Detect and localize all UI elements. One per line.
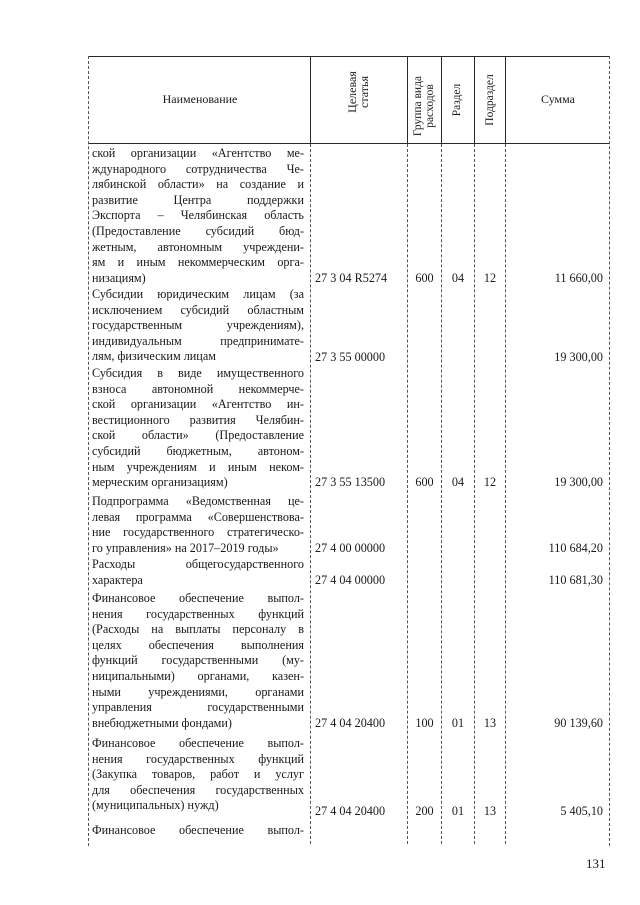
row-group: 200 (415, 804, 434, 818)
row-section: 01 (451, 716, 465, 730)
row-section: 04 (451, 271, 465, 285)
header-section: Раздел (451, 83, 463, 117)
row-name: Подпрограмма «Ведомственная це- левая программа «Совершенствова- ние государственного стратегическо- го управления» на 2017–2019 годы» (92, 494, 304, 555)
row-sum: 110 681,30 (548, 573, 603, 587)
row-target: 27 4 04 20400 (315, 716, 386, 730)
header-expense-group: Группа вида расходов (412, 75, 436, 137)
col-divider-3 (441, 56, 442, 144)
header-bottom-border (88, 143, 610, 144)
row-subsection: 13 (483, 716, 497, 730)
col-rule-5 (505, 144, 506, 844)
col-divider-2 (407, 56, 408, 144)
row-section: 04 (451, 475, 465, 489)
header-subsection: Подраздел (484, 74, 496, 126)
row-target: 27 4 00 00000 (315, 541, 386, 555)
row-name: Финансовое обеспечение выпол- нения государственных функций (Закупка товаров, работ и услуг для обеспечения государственных (муниципальных) нужд) (92, 736, 304, 813)
col-divider-1 (310, 56, 311, 144)
row-name: Субсидия в виде имущественного взноса автономной некоммерче- ской организации «Агентство ин- вестиционного развития Челябин- ской области» (Предоставление субсидий бюджетным, автоном- ным учреждениям и иным неком- мерческим организациям) (92, 366, 304, 490)
table-top-border (88, 56, 610, 57)
row-target: 27 3 55 13500 (315, 475, 386, 489)
row-group: 600 (415, 271, 434, 285)
row-sum: 110 684,20 (548, 541, 603, 555)
col-divider-5 (505, 56, 506, 144)
col-rule-1 (310, 144, 311, 844)
row-name: Расходы общегосударственного характера (92, 557, 304, 587)
col-rule-2 (407, 144, 408, 844)
header-target-article: Целевая статья (345, 71, 371, 113)
row-subsection: 13 (483, 804, 497, 818)
row-target: 27 4 04 00000 (315, 573, 386, 587)
row-group: 600 (415, 475, 434, 489)
row-target: 27 3 55 00000 (315, 350, 386, 364)
row-section: 01 (451, 804, 465, 818)
col-rule-left (88, 56, 89, 846)
col-rule-right (609, 56, 610, 846)
row-sum: 19 300,00 (554, 350, 603, 364)
row-target: 27 3 04 R5274 (315, 271, 388, 285)
col-rule-3 (441, 144, 442, 844)
header-name: Наименование (162, 92, 238, 106)
row-subsection: 12 (483, 271, 497, 285)
row-name: ской организации «Агентство ме- ждународного сотрудничества Че- лябинской области» на создание и развитие Центра поддержки Экспорта – Челябинская область (Предоставление субсидий бюд- жетным, автономным учреждени- ям и иным некоммерческим орга- низациям) (92, 146, 304, 285)
header-sum: Сумма (541, 92, 575, 106)
row-group: 100 (415, 716, 434, 730)
row-target: 27 4 04 20400 (315, 804, 386, 818)
page-number: 131 (586, 856, 606, 871)
row-sum: 5 405,10 (560, 804, 603, 818)
row-sum: 11 660,00 (554, 271, 603, 285)
row-sum: 90 139,60 (554, 716, 603, 730)
row-name: Финансовое обеспечение выпол- (92, 823, 304, 837)
row-name: Субсидии юридическим лицам (за исключением субсидий областным государственным учреждениям), индивидуальным предпринимате- лям, физическим лицам (92, 287, 304, 364)
row-sum: 19 300,00 (554, 475, 603, 489)
row-subsection: 12 (483, 475, 497, 489)
col-rule-4 (474, 144, 475, 844)
row-name: Финансовое обеспечение выпол- нения государственных функций (Расходы на выплаты персоналу в целях обеспечения выполнения функций государственными (му- ниципальными) органами, казен- ными учреждениями, органами управления государственными внебюджетными фондами) (92, 591, 304, 730)
col-divider-4 (474, 56, 475, 144)
